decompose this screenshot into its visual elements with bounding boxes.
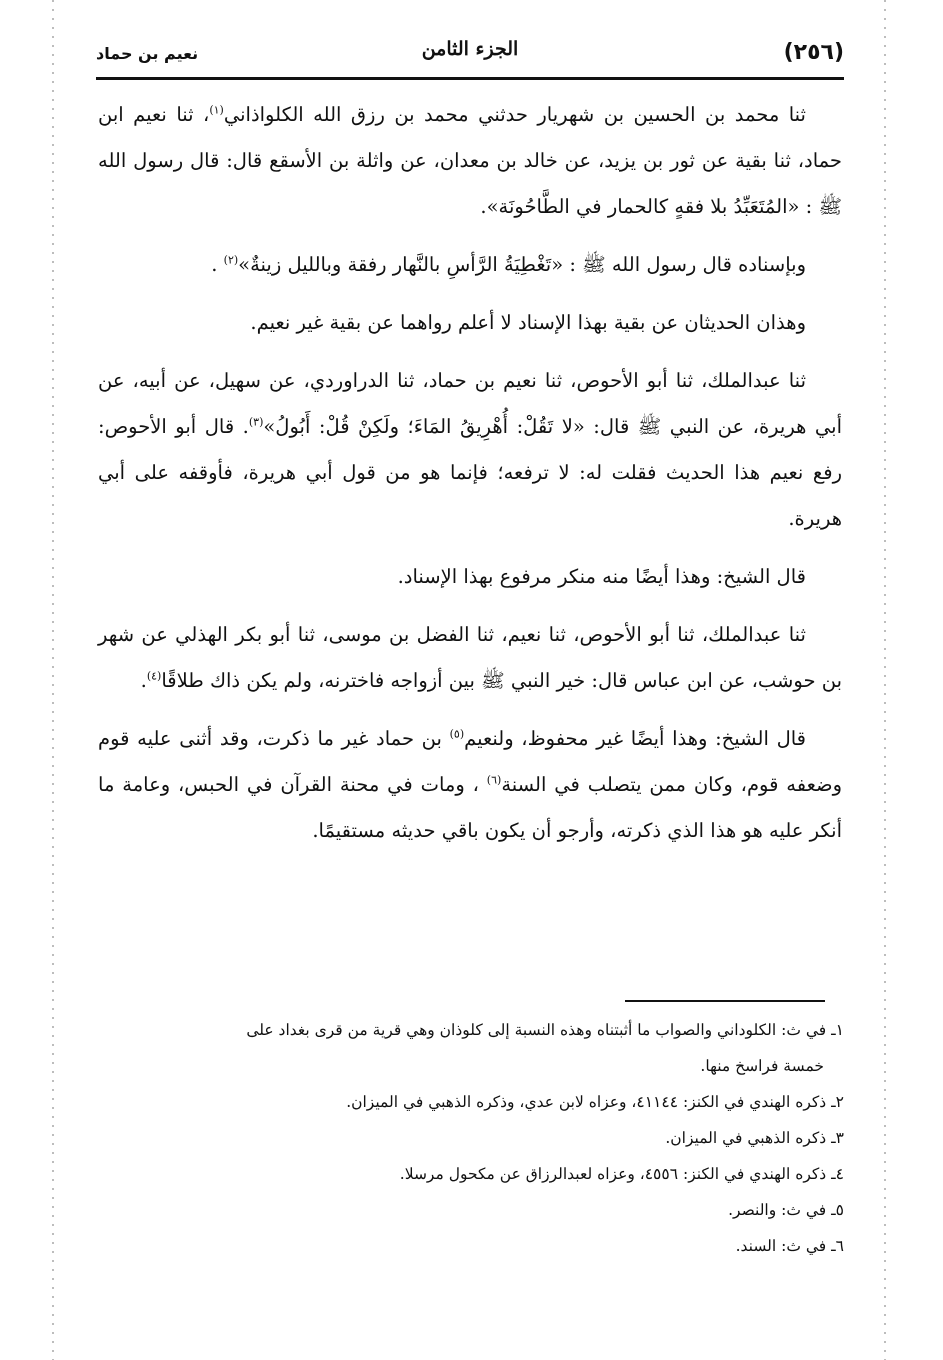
paragraph-7: قال الشيخ: وهذا أيضًا غير محفوظ، ولنعيم$^{(٥)}$ بن حماد غير ما ذكرت، وقد أثنى عليه قوم وضعفه قوم، وكان ممن يتصلب في السنة$^{(٦)}$ ، ومات في محنة القرآن في الحبس، وعامة ما أنكر عليه هو هذا الذي ذكرته، وأرجو أن يكون باقي حديثه مستقيمًا.	[98, 727, 843, 842]
paragraph-3: وهذان الحديثان عن بقية بهذا الإسناد لا أعلم رواهما عن بقية غير نعيم.	[250, 311, 806, 334]
footnote-ref-5: (٥)	[449, 727, 465, 741]
footnote-ref-4: (٤)	[146, 669, 162, 683]
part-title: الجزء الثامن	[421, 38, 519, 60]
footnote-ref-3: (٣)	[248, 415, 264, 429]
footnote-4: ٤ـ ذكره الهندي في الكنز: ٤٥٥٦، وعزاه لعبدالرزاق عن مكحول مرسلا.	[399, 1165, 844, 1183]
page-number: (٢٥٦)	[783, 40, 844, 65]
footnote-5: ٥ـ في ث: والنصر.	[728, 1201, 844, 1219]
footnote-1-continuation: خمسة فراسخ منها.	[700, 1057, 824, 1075]
footnote-ref-2: (٢)	[223, 253, 239, 267]
footnote-ref-6: (٦)	[486, 773, 502, 787]
left-margin-dotted-line	[52, 0, 54, 1360]
paragraph-5: قال الشيخ: وهذا أيضًا منه منكر مرفوع بهذا الإسناد.	[397, 565, 806, 588]
footnote-ref-1: (١)	[209, 103, 224, 117]
header-rule	[96, 77, 844, 80]
page-header	[96, 36, 844, 76]
running-author: نعيم بن حماد	[96, 44, 199, 63]
paragraph-4: ثنا عبدالملك، ثنا أبو الأحوص، ثنا نعيم بن حماد، ثنا الدراوردي، عن سهيل، عن أبيه، عن أبي هريرة، عن النبي ﷺ قال: «لا تَقُلْ: أُهْرِيقُ المَاءَ؛ ولَكِنْ قُلْ: أَبُولُ»$^{(٣)}$. قال أبو الأحوص: رفع نعيم هذا الحديث فقلت له: لا ترفعه؛ فإنما هو من قول أبي هريرة، فأوقفه على أبي هريرة.	[98, 369, 842, 530]
right-margin-dotted-line	[884, 0, 886, 1360]
footnotes	[92, 1012, 844, 1264]
footnote-2: ٢ـ ذكره الهندي في الكنز: ٤١١٤٤، وعزاه لابن عدي، وذكره الذهبي في الميزان.	[346, 1093, 844, 1111]
paragraph-1: ثنا محمد بن الحسين بن شهريار حدثني محمد بن رزق الله الكلواذاني$^{(١)}$، ثنا نعيم ابن حماد، ثنا بقية عن ثور بن يزيد، عن خالد بن معدان، عن واثلة بن الأسقع قال: قال رسول الله ﷺ : «المُتَعَبِّدُ بلا فقهٍ كالحمار في الطَّاحُونَة».	[98, 103, 842, 218]
footnote-separator	[625, 1000, 825, 1002]
main-text	[98, 92, 842, 866]
footnote-1: ١ـ في ث: الكلوداني والصواب ما أثبتناه وهذه النسبة إلى كلوذان وهي قرية من قرى بغداد على	[246, 1021, 844, 1039]
paragraph-2: وبإسناده قال رسول الله ﷺ : «تَغْطِيَةُ الرَّأسِ بالنَّهار رفقة وبالليل زينةٌ»$^{(٢)}$ .	[211, 253, 806, 276]
footnote-3: ٣ـ ذكره الذهبي في الميزان.	[665, 1129, 844, 1147]
footnote-6: ٦ـ في ث: السند.	[735, 1237, 844, 1255]
paragraph-6: ثنا عبدالملك، ثنا أبو الأحوص، ثنا نعيم، ثنا الفضل بن موسى، ثنا أبو بكر الهذلي عن شهر بن حوشب، عن ابن عباس قال: خير النبي ﷺ بين أزواجه فاخترنه، ولم يكن ذاك طلاقًا$^{(٤)}$.	[98, 623, 842, 692]
